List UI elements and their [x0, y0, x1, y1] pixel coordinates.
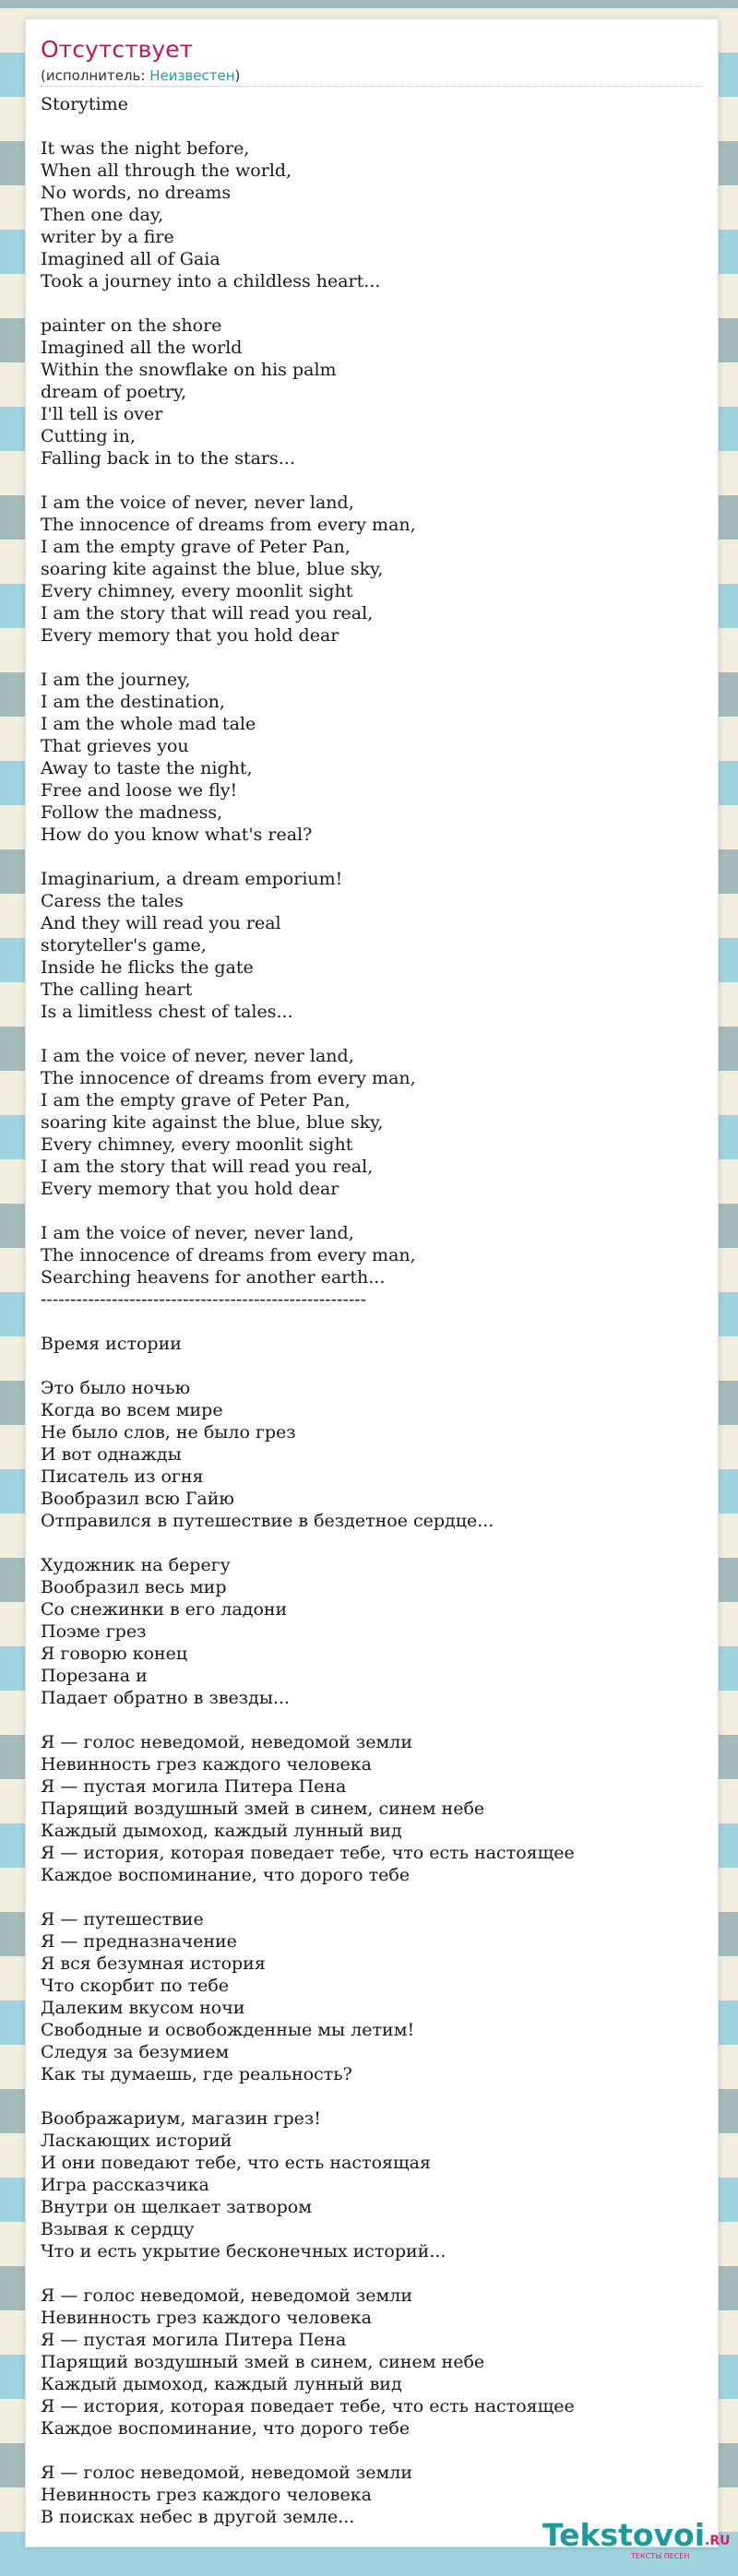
lyric-line: Is a limitless chest of tales...: [41, 1002, 293, 1022]
lyric-line: Я — голос неведомой, неведомой земли: [41, 2285, 412, 2306]
lyric-line: Every memory that you hold dear: [41, 1179, 339, 1199]
lyric-line: Caress the tales: [41, 891, 184, 911]
lyric-line: Невинность грез каждого человека: [41, 2308, 372, 2328]
lyric-line: [41, 1886, 696, 1908]
lyric-line: Я — предназначение: [41, 1931, 237, 1952]
lyric-line: Писатель из огня: [41, 1466, 204, 1487]
lyric-line: I am the journey,: [41, 670, 191, 690]
header-divider: [41, 86, 703, 87]
lyric-line: Я — голос неведомой, неведомой земли: [41, 2463, 412, 2483]
lyric-line: Cutting in,: [41, 426, 136, 446]
lyric-line: That grieves you: [41, 736, 189, 756]
lyric-line: [41, 2085, 696, 2107]
lyric-line: Что скорбит по тебе: [41, 1976, 230, 1996]
lyric-line: It was the night before,: [41, 138, 250, 159]
lyric-line: Я — пустая могила Питера Пена: [41, 2330, 347, 2350]
lyric-line: Я говорю конец: [41, 1644, 188, 1664]
lyric-line: [41, 1709, 696, 1731]
lyric-line: Я — история, которая поведает тебе, что есть настоящее: [41, 1843, 575, 1863]
lyric-line: Невинность грез каждого человека: [41, 2485, 372, 2505]
lyric-line: [41, 292, 696, 315]
lyric-line: I am the voice of never, never land,: [41, 1223, 354, 1243]
logo-wordmark: Tekstovoi: [542, 2517, 706, 2553]
artist-line: [41, 67, 240, 84]
artist-prefix: (исполнитель:: [41, 67, 150, 84]
lyric-line: [41, 2439, 696, 2462]
lyric-line: Парящий воздушный змей в синем, синем небе: [41, 2352, 485, 2372]
lyric-line: [41, 846, 696, 868]
content-card: [25, 18, 731, 2560]
lyric-line: I am the voice of never, never land,: [41, 493, 354, 513]
lyric-line: Я — голос неведомой, неведомой земли: [41, 1732, 412, 1752]
lyric-line: I am the voice of never, never land,: [41, 1046, 354, 1066]
lyric-line: Falling back in to the stars...: [41, 448, 295, 469]
lyric-line: Это было ночью: [41, 1378, 191, 1398]
lyric-line: [41, 469, 696, 492]
lyric-line: Свободные и освобожденные мы летим!: [41, 2020, 415, 2040]
lyric-line: The innocence of dreams from every man,: [41, 1245, 416, 1265]
lyric-line: Когда во всем мире: [41, 1400, 223, 1420]
lyric-line: Взывая к сердцу: [41, 2219, 195, 2239]
lyric-line: И они поведают тебе, что есть настоящая: [41, 2153, 431, 2173]
site-logo[interactable]: [542, 2517, 736, 2563]
lyric-line: [41, 1023, 696, 1045]
lyric-line: Вообразил весь мир: [41, 1577, 227, 1597]
logo-domain: .RU: [705, 2534, 731, 2548]
lyric-line: Отправился в путешествие в бездетное сердце...: [41, 1511, 494, 1531]
lyric-line: Away to taste the night,: [41, 758, 253, 778]
lyric-line: Every memory that you hold dear: [41, 625, 339, 646]
lyric-line: Время истории: [41, 1334, 182, 1354]
lyric-line: storyteller's game,: [41, 935, 207, 956]
lyric-line: The calling heart: [41, 979, 193, 1000]
song-title: Отсутствует: [41, 36, 194, 63]
lyric-line: Follow the madness,: [41, 802, 223, 823]
lyric-line: The innocence of dreams from every man,: [41, 1068, 416, 1088]
lyric-line: Внутри он щелкает затвором: [41, 2197, 313, 2217]
lyric-line: Каждое воспоминание, что дорого тебе: [41, 1865, 411, 1885]
lyric-line: Каждый дымоход, каждый лунный вид: [41, 2374, 402, 2394]
lyric-line: Took a journey into a childless heart...: [41, 271, 381, 291]
lyric-line: [41, 1532, 696, 1554]
lyric-line: Searching heavens for another earth...: [41, 1267, 386, 1288]
lyric-line: I am the story that will read you real,: [41, 603, 374, 623]
lyric-line: [41, 115, 696, 137]
lyric-line: Imagined all of Gaia: [41, 249, 220, 269]
lyric-line: Storytime: [41, 94, 128, 114]
lyric-line: Я — путешествие: [41, 1909, 204, 1929]
lyric-line: -------------------------------------------------------: [41, 1289, 367, 1310]
lyric-line: Со снежинки в его ладони: [41, 1599, 288, 1620]
lyric-line: Воображариум, магазин грез!: [41, 2108, 321, 2129]
lyric-line: И вот однажды: [41, 1444, 182, 1465]
lyric-line: soaring kite against the blue, blue sky,: [41, 559, 384, 579]
lyric-line: I am the destination,: [41, 692, 225, 712]
lyric-line: Imaginarium, a dream emporium!: [41, 869, 343, 889]
lyric-line: Не было слов, не было грез: [41, 1422, 296, 1442]
lyric-line: Падает обратно в звезды...: [41, 1688, 291, 1708]
lyric-line: Далеким вкусом ночи: [41, 1998, 245, 2018]
lyric-line: Как ты думаешь, где реальность?: [41, 2064, 352, 2084]
artist-suffix: ): [234, 67, 241, 84]
lyric-line: Я вся безумная история: [41, 1953, 266, 1974]
lyric-line: And they will read you real: [41, 913, 281, 933]
lyric-line: I am the empty grave of Peter Pan,: [41, 537, 351, 557]
lyric-line: Imagined all the world: [41, 338, 243, 358]
lyric-line: [41, 2262, 696, 2285]
lyric-line: В поисках небес в другой земле...: [41, 2507, 355, 2527]
lyric-line: Следуя за безумием: [41, 2042, 230, 2062]
lyric-line: [41, 1200, 696, 1222]
lyric-line: When all through the world,: [41, 160, 292, 181]
lyric-line: [41, 1355, 696, 1377]
lyric-line: Поэме грез: [41, 1621, 147, 1642]
lyric-line: Inside he flicks the gate: [41, 957, 254, 978]
lyric-line: Free and loose we fly!: [41, 780, 238, 801]
lyric-line: Every chimney, every moonlit sight: [41, 1134, 353, 1155]
lyric-line: I am the story that will read you real,: [41, 1157, 374, 1177]
lyric-line: Я — история, которая поведает тебе, что есть настоящее: [41, 2396, 575, 2416]
lyrics-text: [41, 93, 696, 2528]
artist-link[interactable]: Неизвестен: [149, 67, 235, 84]
logo-tagline: ТЕКСТЫ ПЕСЕН: [631, 2552, 690, 2560]
lyric-line: Every chimney, every moonlit sight: [41, 581, 353, 601]
lyric-line: The innocence of dreams from every man,: [41, 515, 416, 535]
lyric-line: Невинность грез каждого человека: [41, 1754, 372, 1775]
lyric-line: Ласкающих историй: [41, 2131, 232, 2151]
lyric-line: I am the empty grave of Peter Pan,: [41, 1090, 351, 1110]
lyric-line: Порезана и: [41, 1666, 148, 1686]
lyric-line: soaring kite against the blue, blue sky,: [41, 1112, 384, 1133]
lyric-line: [41, 647, 696, 669]
lyric-line: Каждый дымоход, каждый лунный вид: [41, 1821, 402, 1841]
lyric-line: Я — пустая могила Питера Пена: [41, 1776, 347, 1797]
lyric-line: I am the whole mad tale: [41, 714, 256, 734]
lyric-line: Then one day,: [41, 205, 164, 225]
lyric-line: dream of poetry,: [41, 382, 187, 402]
lyric-line: [41, 1311, 696, 1333]
lyric-line: I'll tell is over: [41, 404, 163, 424]
lyric-line: No words, no dreams: [41, 183, 232, 203]
lyric-line: Художник на берегу: [41, 1555, 231, 1575]
lyric-line: Что и есть укрытие бесконечных историй...: [41, 2241, 446, 2261]
lyric-line: Within the snowflake on his palm: [41, 360, 337, 380]
lyric-line: Каждое воспоминание, что дорого тебе: [41, 2418, 411, 2439]
lyric-line: writer by a fire: [41, 227, 174, 247]
lyric-line: Парящий воздушный змей в синем, синем небе: [41, 1798, 485, 1819]
lyric-line: Вообразил всю Гайю: [41, 1489, 234, 1509]
lyric-line: How do you know what's real?: [41, 825, 313, 845]
lyric-line: painter on the shore: [41, 315, 222, 336]
lyric-line: Игра рассказчика: [41, 2175, 209, 2195]
